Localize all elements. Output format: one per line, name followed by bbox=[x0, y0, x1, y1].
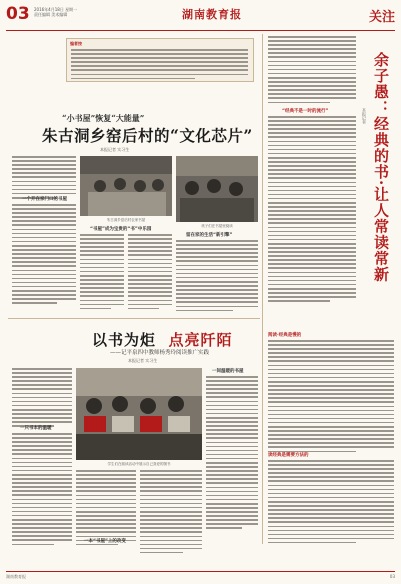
reading-room-image bbox=[80, 156, 172, 216]
right-column-byline: 本报记者 bbox=[362, 108, 367, 124]
column-divider bbox=[262, 34, 263, 544]
article1-col1 bbox=[12, 156, 76, 201]
article2-title-part1: 以书为炬 bbox=[92, 331, 157, 349]
article2-col2 bbox=[76, 470, 136, 548]
right-column-headline: 余子愚：经典的书·让人常读常新 bbox=[372, 52, 390, 283]
article2-subhead-2: 一间温暖的书屋 bbox=[212, 369, 244, 374]
right-subhead-2: 阅读·经典是慢的 bbox=[268, 333, 302, 338]
article1-col1b bbox=[12, 204, 76, 306]
masthead-logo: 湖南教育报 bbox=[182, 8, 242, 21]
photo1-caption: 朱古洞乡窑后村农家书屋 bbox=[106, 218, 146, 222]
right-col-intro bbox=[268, 36, 356, 106]
article1-title: 朱古洞乡窑后村的“文化芯片” bbox=[42, 126, 253, 145]
right-col-body-3 bbox=[268, 460, 394, 546]
article1-col3 bbox=[128, 234, 172, 312]
article1-photo-1 bbox=[80, 156, 172, 216]
right-col-body-1 bbox=[268, 116, 356, 304]
date-line-1: 2016年4月18日 星期一 bbox=[34, 7, 78, 12]
editor-note-label: 编者按 bbox=[70, 41, 82, 46]
section-title: 关注 bbox=[368, 10, 395, 25]
right-col-body-2 bbox=[268, 340, 394, 455]
article1-subhead-1: 一个开在家门口的书屋 bbox=[22, 197, 67, 202]
page-header bbox=[6, 4, 395, 31]
right-subhead-3: 读经典是需要方法的 bbox=[268, 453, 309, 458]
article-divider bbox=[8, 318, 260, 319]
article2-col1 bbox=[12, 368, 72, 429]
photo3-caption: 学生们在阅读活动中展示自己喜爱的图书 bbox=[107, 462, 171, 466]
photo2-caption: 孩子们在书屋里阅读 bbox=[201, 224, 233, 228]
footer-left: 湖南教育报 bbox=[6, 574, 26, 579]
page-number: 03 bbox=[6, 4, 30, 24]
article1-byline: 本报记者 实习生 bbox=[100, 147, 130, 152]
article1-subhead-3: 留在家的生活“新引擎” bbox=[186, 233, 233, 238]
students-with-books-image bbox=[76, 368, 202, 460]
article2-subhead-3: 一本“书屋”上的改变 bbox=[84, 539, 126, 544]
article2-byline: 本报记者 实习生 bbox=[128, 358, 158, 363]
page-footer bbox=[6, 571, 395, 580]
editor-note-box bbox=[66, 38, 254, 82]
article2-photo bbox=[76, 368, 202, 460]
article2-col3 bbox=[140, 470, 202, 556]
article1-col4 bbox=[176, 240, 258, 314]
editor-note-text bbox=[71, 49, 248, 82]
date-line-2: 责任编辑 美术编辑 bbox=[34, 12, 68, 17]
right-subhead-1: “经典不是一时的流行” bbox=[282, 109, 329, 114]
footer-right: 03 bbox=[389, 574, 395, 579]
article2-subtitle: ——记平泉四中教师杨秀玲阅读推广实践 bbox=[110, 350, 210, 356]
date-line bbox=[34, 7, 77, 17]
article2-col4 bbox=[206, 376, 258, 532]
article1-subhead-2: “书屋”成为宝贵的“书”中乐园 bbox=[90, 227, 152, 232]
article1-col2 bbox=[80, 234, 124, 312]
article1-photo-2 bbox=[176, 156, 258, 222]
article2-col1b bbox=[12, 433, 72, 548]
article2-title-part2: 点亮阡陌 bbox=[168, 331, 233, 349]
article2-subhead-1: 一只书本的温暖 bbox=[20, 426, 52, 431]
children-reading-image bbox=[176, 156, 258, 222]
article2-title bbox=[92, 329, 232, 350]
article1-kicker: “小书屋”恢复“大能量” bbox=[62, 113, 145, 123]
